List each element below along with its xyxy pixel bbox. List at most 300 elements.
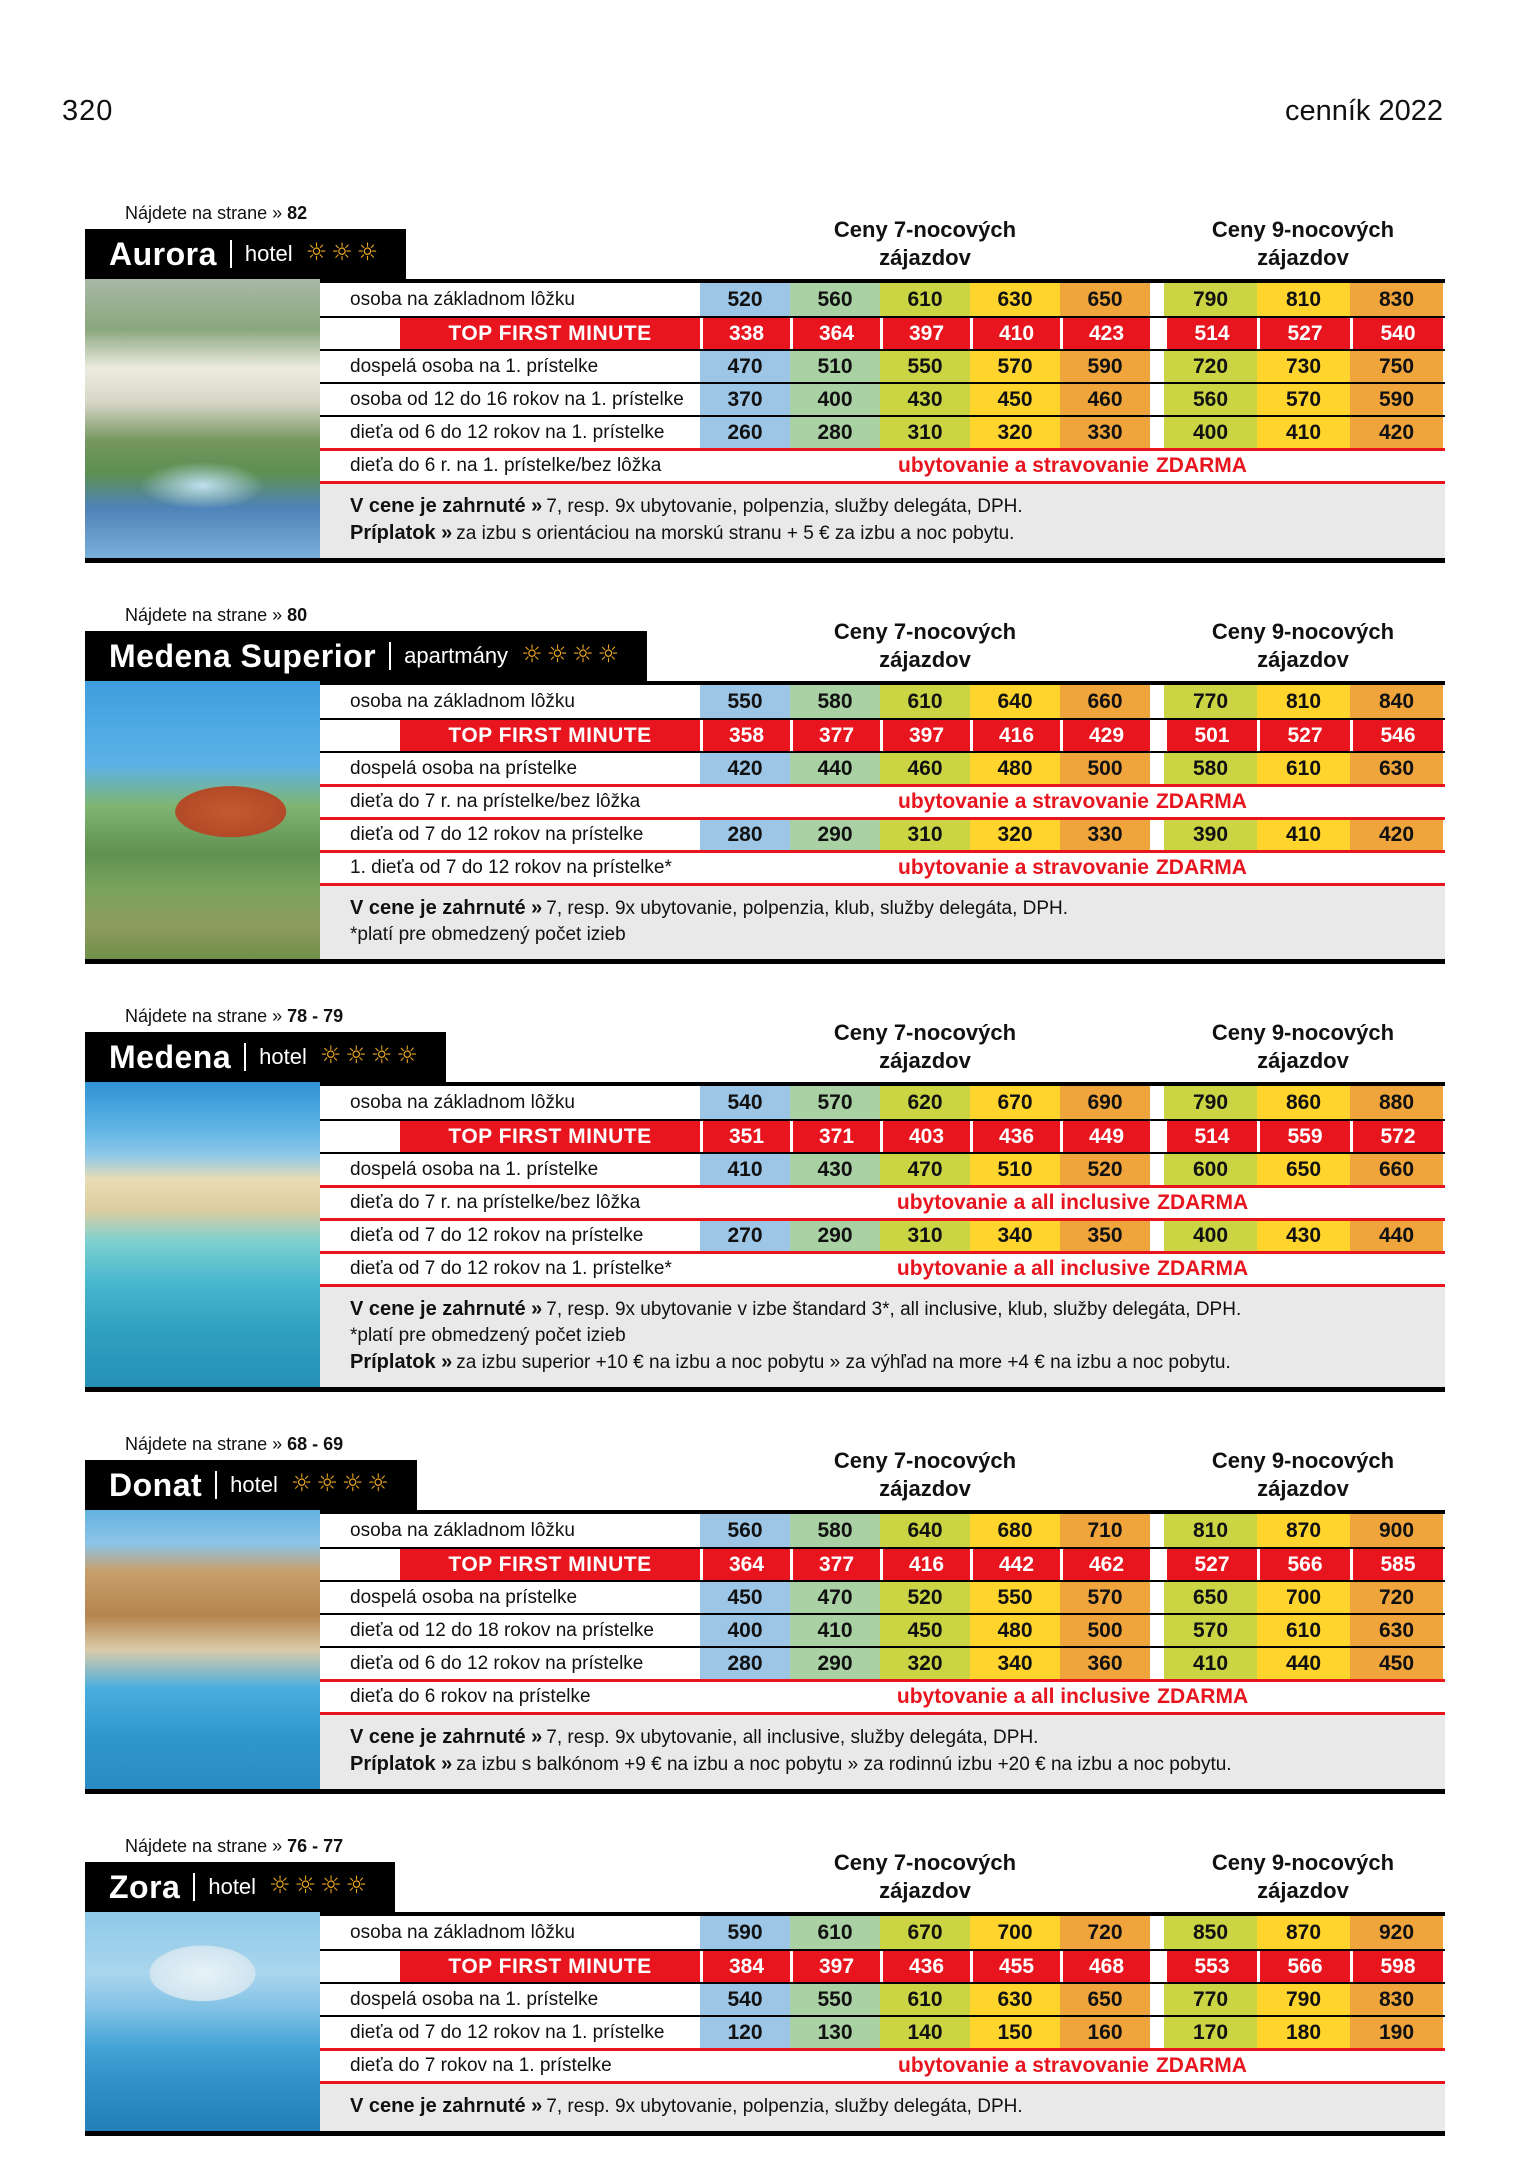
header-line: zájazdov <box>879 244 971 270</box>
hotel-type: apartmány <box>404 643 509 668</box>
price-cell-7n: 120 <box>700 2017 790 2048</box>
notes-box <box>320 1284 1445 1387</box>
hotel-photo <box>85 1082 320 1387</box>
tfm-price-cell-7n: 436 <box>880 1951 970 1982</box>
price-row <box>320 1982 1445 2015</box>
top-first-minute-row <box>320 1547 1445 1580</box>
row-label: dospelá osoba na 1. prístelke <box>350 355 599 377</box>
note-text: 7, resp. 9x ubytovanie, polpenzia, klub, služby delegáta, DPH. <box>546 898 1069 919</box>
tfm-price-cell-7n: 410 <box>970 318 1060 349</box>
hotel-type: hotel <box>259 1044 307 1069</box>
price-row <box>320 1580 1445 1613</box>
column-gap <box>1150 384 1164 415</box>
price-cell-7n: 370 <box>700 384 790 415</box>
row-label: dieťa od 12 do 18 rokov na prístelke <box>350 1619 654 1641</box>
tfm-price-cell-9n: 527 <box>1257 318 1350 349</box>
prices-9-nights-header <box>1153 216 1453 271</box>
tfm-price-cell-7n: 364 <box>700 1549 790 1580</box>
top-first-minute-row <box>320 1119 1445 1152</box>
price-cell-9n: 560 <box>1164 384 1257 415</box>
price-rows <box>320 1082 1445 1387</box>
header-line: Ceny 7-nocových <box>833 217 1017 242</box>
free-benefit-text: ubytovanie a all inclusive <box>896 1685 1151 1708</box>
column-gap <box>1150 1154 1164 1185</box>
free-benefit-row <box>320 2048 1445 2081</box>
row-label: dieťa do 7 r. na prístelke/bez lôžka <box>350 791 641 812</box>
column-gap <box>1150 2017 1164 2048</box>
free-benefit <box>700 1254 1445 1284</box>
tfm-price-cell-7n: 416 <box>970 720 1060 751</box>
price-cell-7n: 520 <box>880 1582 970 1613</box>
tfm-price-cell-9n: 514 <box>1164 1121 1257 1152</box>
free-benefit-text: ubytovanie a all inclusive <box>896 1257 1151 1280</box>
page-ref: 76 - 77 <box>287 1836 344 1856</box>
tfm-price-cell-7n: 468 <box>1060 1951 1150 1982</box>
hotel-name: Medena Superior <box>109 637 377 674</box>
tfm-price-cell-9n: 572 <box>1350 1121 1443 1152</box>
top-first-minute-row <box>320 316 1445 349</box>
column-gap <box>1150 820 1164 850</box>
price-cell-7n: 610 <box>880 283 970 316</box>
price-cell-9n: 880 <box>1350 1086 1443 1119</box>
price-cell-9n: 400 <box>1164 1221 1257 1251</box>
price-row <box>320 817 1445 850</box>
hotel-name: Medena <box>109 1038 232 1075</box>
price-rows <box>320 681 1445 959</box>
header-line: Ceny 9-nocových <box>1211 1020 1395 1045</box>
price-row <box>320 1086 1445 1119</box>
free-benefit-row <box>320 784 1445 817</box>
price-cell-7n: 550 <box>880 351 970 382</box>
free-benefit-zdarma: ZDARMA <box>1157 1685 1249 1708</box>
hotel-titlebar <box>85 631 647 681</box>
tfm-price-cell-7n: 416 <box>880 1549 970 1580</box>
note-line <box>350 1296 1425 1323</box>
header-line: Ceny 7-nocových <box>833 619 1017 644</box>
free-benefit <box>700 1188 1445 1218</box>
price-cell-9n: 790 <box>1164 283 1257 316</box>
row-label: dieťa od 7 do 12 rokov na 1. prístelke* <box>350 1258 672 1279</box>
free-benefit-text: ubytovanie a stravovanie <box>898 856 1149 879</box>
header-line: zájazdov <box>1257 646 1349 672</box>
price-row <box>320 1916 1445 1949</box>
prices-7-nights-header <box>775 216 1075 271</box>
column-gap <box>1150 1086 1164 1119</box>
free-benefit <box>700 2051 1445 2081</box>
hotel-type: hotel <box>230 1472 278 1497</box>
note-text: 7, resp. 9x ubytovanie, all inclusive, služby delegáta, DPH. <box>546 1727 1039 1748</box>
price-cell-7n: 330 <box>1060 417 1150 448</box>
free-benefit-row <box>320 1185 1445 1218</box>
free-benefit <box>700 451 1445 481</box>
tfm-price-cell-9n: 585 <box>1350 1549 1443 1580</box>
price-cell-7n: 570 <box>790 1086 880 1119</box>
price-cell-7n: 290 <box>790 1648 880 1679</box>
free-benefit <box>700 1682 1445 1712</box>
prices-9-nights-header <box>1153 1849 1453 1904</box>
price-cell-7n: 270 <box>700 1221 790 1251</box>
price-cell-9n: 590 <box>1350 384 1443 415</box>
tfm-price-cell-7n: 377 <box>790 1549 880 1580</box>
price-cell-7n: 440 <box>790 753 880 784</box>
price-cell-7n: 520 <box>700 283 790 316</box>
price-cell-7n: 460 <box>1060 384 1150 415</box>
price-cell-7n: 630 <box>970 283 1060 316</box>
note-bold-label: V cene je zahrnuté » <box>350 897 543 919</box>
price-cell-7n: 660 <box>1060 685 1150 718</box>
note-line <box>350 1724 1425 1751</box>
price-cell-9n: 600 <box>1164 1154 1257 1185</box>
price-cell-7n: 320 <box>880 1648 970 1679</box>
tfm-price-cell-7n: 351 <box>700 1121 790 1152</box>
price-cell-9n: 810 <box>1257 685 1350 718</box>
page-ref: 80 <box>287 605 308 625</box>
price-cell-7n: 310 <box>880 820 970 850</box>
row-label: dieťa od 7 do 12 rokov na prístelke <box>350 1225 644 1246</box>
title-divider <box>244 1043 246 1071</box>
price-cell-7n: 450 <box>880 1615 970 1646</box>
tfm-spacer <box>320 1549 400 1580</box>
notes-box <box>320 481 1445 558</box>
free-benefit-row <box>320 1251 1445 1284</box>
price-cell-9n: 630 <box>1350 1615 1443 1646</box>
column-gap <box>1150 685 1164 718</box>
sun-rating-icons: ☼☼☼☼ <box>290 1469 393 1497</box>
title-divider <box>215 1471 217 1499</box>
prices-7-nights-header <box>775 618 1075 673</box>
find-label: Nájdete na strane » <box>125 203 283 223</box>
free-benefit-text: ubytovanie a stravovanie <box>898 790 1149 813</box>
price-row <box>320 1646 1445 1679</box>
tfm-price-cell-7n: 371 <box>790 1121 880 1152</box>
header-line: zájazdov <box>1257 1475 1349 1501</box>
hotel-titlebar <box>85 1460 417 1510</box>
title-divider <box>389 642 391 670</box>
free-benefit-zdarma: ZDARMA <box>1157 1257 1249 1280</box>
price-cell-7n: 280 <box>700 820 790 850</box>
note-text: 7, resp. 9x ubytovanie, polpenzia, služby delegáta, DPH. <box>546 496 1023 517</box>
tfm-price-cell-7n: 338 <box>700 318 790 349</box>
prices-7-nights-header <box>775 1447 1075 1502</box>
notes-box <box>320 883 1445 959</box>
price-cell-7n: 310 <box>880 1221 970 1251</box>
price-cell-9n: 790 <box>1257 1984 1350 2015</box>
hotel-block <box>85 1006 1445 1392</box>
find-label: Nájdete na strane » <box>125 1836 283 1856</box>
price-cell-7n: 720 <box>1060 1916 1150 1949</box>
header-line: zájazdov <box>1257 1047 1349 1073</box>
tfm-price-cell-7n: 397 <box>880 720 970 751</box>
header-row <box>85 1448 1445 1510</box>
tfm-price-cell-7n: 397 <box>880 318 970 349</box>
column-gap <box>1150 753 1164 784</box>
price-cell-7n: 540 <box>700 1984 790 2015</box>
price-cell-7n: 460 <box>880 753 970 784</box>
catalog-title: cenník 2022 <box>1284 95 1443 127</box>
price-cell-7n: 590 <box>1060 351 1150 382</box>
price-cell-7n: 160 <box>1060 2017 1150 2048</box>
price-cell-7n: 540 <box>700 1086 790 1119</box>
price-cell-7n: 550 <box>970 1582 1060 1613</box>
tfm-spacer <box>320 318 400 349</box>
note-line <box>350 922 1425 948</box>
price-cell-7n: 640 <box>970 685 1060 718</box>
free-benefit <box>700 787 1445 817</box>
tfm-spacer <box>320 1951 400 1982</box>
price-cell-7n: 550 <box>700 685 790 718</box>
price-cell-9n: 790 <box>1164 1086 1257 1119</box>
price-cell-9n: 660 <box>1350 1154 1443 1185</box>
top-first-minute-row <box>320 718 1445 751</box>
price-table <box>85 1912 1445 2136</box>
price-cell-7n: 670 <box>970 1086 1060 1119</box>
price-cell-7n: 150 <box>970 2017 1060 2048</box>
note-line <box>350 2093 1425 2120</box>
hotel-type: hotel <box>208 1874 257 1899</box>
price-table <box>85 681 1445 964</box>
price-cell-7n: 480 <box>970 1615 1060 1646</box>
price-cell-9n: 440 <box>1257 1648 1350 1679</box>
price-table <box>85 1510 1445 1794</box>
header-line: zájazdov <box>879 1047 971 1073</box>
column-gap <box>1150 1514 1164 1547</box>
row-label: osoba na základnom lôžku <box>350 1921 575 1943</box>
price-cell-7n: 140 <box>880 2017 970 2048</box>
price-cell-7n: 410 <box>790 1615 880 1646</box>
tfm-price-cell-7n: 462 <box>1060 1549 1150 1580</box>
header-line: Ceny 7-nocových <box>833 1020 1017 1045</box>
note-line <box>350 493 1425 520</box>
tfm-price-cell-9n: 540 <box>1350 318 1443 349</box>
prices-7-nights-header <box>775 1019 1075 1074</box>
column-gap <box>1150 1549 1164 1580</box>
price-cell-9n: 420 <box>1350 417 1443 448</box>
hotel-photo <box>85 1510 320 1789</box>
price-cell-7n: 560 <box>790 283 880 316</box>
tfm-price-cell-9n: 553 <box>1164 1951 1257 1982</box>
hotel-block <box>85 605 1445 964</box>
free-benefit-zdarma: ZDARMA <box>1155 790 1247 813</box>
tfm-price-cell-9n: 559 <box>1257 1121 1350 1152</box>
price-row <box>320 751 1445 784</box>
column-gap <box>1150 1221 1164 1251</box>
free-benefit-zdarma: ZDARMA <box>1155 454 1247 477</box>
price-cell-9n: 810 <box>1257 283 1350 316</box>
prices-9-nights-header <box>1153 1019 1453 1074</box>
free-benefit <box>700 853 1445 883</box>
note-text: za izbu s balkónom +9 € na izbu a noc pobytu » za rodinnú izbu +20 € na izbu a noc pobytu. <box>456 1754 1232 1775</box>
row-label: dospelá osoba na prístelke <box>350 1586 578 1608</box>
sun-rating-icons: ☼☼☼☼ <box>319 1041 422 1069</box>
column-gap <box>1150 1615 1164 1646</box>
note-bold-label: Príplatok » <box>350 1351 453 1373</box>
price-cell-7n: 430 <box>790 1154 880 1185</box>
free-benefit-zdarma: ZDARMA <box>1155 856 1247 879</box>
price-cell-7n: 610 <box>880 1984 970 2015</box>
header-line: Ceny 9-nocových <box>1211 1850 1395 1875</box>
tfm-price-cell-7n: 358 <box>700 720 790 751</box>
price-cell-7n: 670 <box>880 1916 970 1949</box>
price-cell-7n: 130 <box>790 2017 880 2048</box>
note-text: 7, resp. 9x ubytovanie v izbe štandard 3*, all inclusive, klub, služby delegáta, DPH. <box>546 1299 1242 1320</box>
prices-9-nights-header <box>1153 1447 1453 1502</box>
price-cell-7n: 340 <box>970 1221 1060 1251</box>
price-cell-7n: 500 <box>1060 753 1150 784</box>
title-divider <box>193 1873 195 1901</box>
hotel-titlebar <box>85 1032 446 1082</box>
price-cell-9n: 810 <box>1164 1514 1257 1547</box>
tfm-price-cell-9n: 527 <box>1164 1549 1257 1580</box>
hotel-type: hotel <box>244 241 293 266</box>
find-label: Nájdete na strane » <box>125 1006 283 1026</box>
price-cell-7n: 290 <box>790 820 880 850</box>
price-cell-7n: 570 <box>970 351 1060 382</box>
free-benefit-text: ubytovanie a stravovanie <box>898 454 1149 477</box>
tfm-spacer <box>320 720 400 751</box>
note-line <box>350 1323 1425 1349</box>
note-line <box>350 895 1425 922</box>
price-cell-7n: 260 <box>700 417 790 448</box>
note-text: 7, resp. 9x ubytovanie, polpenzia, služby delegáta, DPH. <box>546 2096 1023 2117</box>
price-cell-7n: 410 <box>700 1154 790 1185</box>
top-first-minute-row <box>320 1949 1445 1982</box>
price-cell-7n: 580 <box>790 1514 880 1547</box>
price-cell-7n: 570 <box>1060 1582 1150 1613</box>
row-label: osoba od 12 do 16 rokov na 1. prístelke <box>350 388 684 410</box>
price-cell-9n: 900 <box>1350 1514 1443 1547</box>
hotel-titlebar <box>85 229 406 279</box>
sun-rating-icons: ☼☼☼☼ <box>269 1871 372 1899</box>
price-cell-7n: 590 <box>700 1916 790 1949</box>
column-gap <box>1150 1121 1164 1152</box>
note-line <box>350 520 1425 547</box>
price-cell-7n: 710 <box>1060 1514 1150 1547</box>
find-label: Nájdete na strane » <box>125 1434 283 1454</box>
note-bold-label: V cene je zahrnuté » <box>350 1726 543 1748</box>
row-label: dieťa od 6 do 12 rokov na prístelke <box>350 1652 644 1674</box>
price-cell-7n: 520 <box>1060 1154 1150 1185</box>
row-label: dieťa od 7 do 12 rokov na prístelke <box>350 824 644 845</box>
price-row <box>320 415 1445 448</box>
tfm-price-cell-9n: 566 <box>1257 1549 1350 1580</box>
column-gap <box>1150 1951 1164 1982</box>
price-cell-7n: 290 <box>790 1221 880 1251</box>
price-cell-7n: 310 <box>880 417 970 448</box>
price-cell-9n: 170 <box>1164 2017 1257 2048</box>
price-cell-7n: 630 <box>970 1984 1060 2015</box>
price-cell-7n: 580 <box>790 685 880 718</box>
tfm-price-cell-7n: 455 <box>970 1951 1060 1982</box>
price-cell-9n: 570 <box>1164 1615 1257 1646</box>
price-cell-7n: 700 <box>970 1916 1060 1949</box>
row-label: dieťa do 6 r. na 1. prístelke/bez lôžka <box>350 455 662 476</box>
price-cell-9n: 450 <box>1350 1648 1443 1679</box>
find-label: Nájdete na strane » <box>125 605 283 625</box>
row-label: 1. dieťa od 7 do 12 rokov na prístelke* <box>350 857 672 878</box>
tfm-price-cell-9n: 501 <box>1164 720 1257 751</box>
price-cell-7n: 400 <box>790 384 880 415</box>
price-cell-7n: 280 <box>700 1648 790 1679</box>
price-cell-7n: 450 <box>700 1582 790 1613</box>
tfm-label: TOP FIRST MINUTE <box>400 1951 700 1982</box>
price-row <box>320 1514 1445 1547</box>
price-cell-7n: 420 <box>700 753 790 784</box>
header-line: Ceny 7-nocových <box>833 1850 1017 1875</box>
prices-9-nights-header <box>1153 618 1453 673</box>
tfm-price-cell-7n: 423 <box>1060 318 1150 349</box>
tfm-price-cell-7n: 364 <box>790 318 880 349</box>
row-label: osoba na základnom lôžku <box>350 1091 575 1113</box>
price-cell-7n: 280 <box>790 417 880 448</box>
price-cell-9n: 720 <box>1164 351 1257 382</box>
header-line: zájazdov <box>1257 244 1349 270</box>
price-cell-9n: 770 <box>1164 685 1257 718</box>
price-cell-9n: 580 <box>1164 753 1257 784</box>
price-cell-9n: 190 <box>1350 2017 1443 2048</box>
tfm-price-cell-9n: 598 <box>1350 1951 1443 1982</box>
column-gap <box>1150 1648 1164 1679</box>
page-number: 320 <box>62 95 114 127</box>
price-cell-9n: 700 <box>1257 1582 1350 1613</box>
tfm-price-cell-9n: 546 <box>1350 720 1443 751</box>
notes-box <box>320 1712 1445 1789</box>
note-text: za izbu superior +10 € na izbu a noc pobytu » za výhľad na more +4 € na izbu a noc pobytu. <box>456 1352 1231 1373</box>
price-cell-9n: 440 <box>1350 1221 1443 1251</box>
column-gap <box>1150 318 1164 349</box>
row-label: dieťa do 6 rokov na prístelke <box>350 1686 591 1707</box>
tfm-price-cell-7n: 377 <box>790 720 880 751</box>
price-cell-7n: 350 <box>1060 1221 1150 1251</box>
tfm-label: TOP FIRST MINUTE <box>400 318 700 349</box>
price-cell-9n: 730 <box>1257 351 1350 382</box>
page-header <box>0 0 1529 128</box>
row-label: dospelá osoba na prístelke <box>350 757 578 779</box>
price-cell-9n: 850 <box>1164 1916 1257 1949</box>
header-row <box>85 1850 1445 1912</box>
price-cell-7n: 680 <box>970 1514 1060 1547</box>
tfm-price-cell-7n: 403 <box>880 1121 970 1152</box>
note-bold-label: Príplatok » <box>350 1753 453 1775</box>
price-cell-7n: 620 <box>880 1086 970 1119</box>
tfm-price-cell-7n: 397 <box>790 1951 880 1982</box>
page-ref: 68 - 69 <box>287 1434 344 1454</box>
price-cell-9n: 840 <box>1350 685 1443 718</box>
tfm-price-cell-7n: 442 <box>970 1549 1060 1580</box>
price-cell-7n: 470 <box>700 351 790 382</box>
price-cell-7n: 610 <box>790 1916 880 1949</box>
price-cell-7n: 500 <box>1060 1615 1150 1646</box>
free-benefit-row <box>320 1679 1445 1712</box>
free-benefit-text: ubytovanie a stravovanie <box>898 2054 1149 2077</box>
price-cell-9n: 410 <box>1257 417 1350 448</box>
price-cell-7n: 650 <box>1060 1984 1150 2015</box>
hotel-block <box>85 1434 1445 1794</box>
header-line: zájazdov <box>879 1475 971 1501</box>
title-divider <box>230 240 232 268</box>
tfm-price-cell-7n: 429 <box>1060 720 1150 751</box>
price-table <box>85 279 1445 563</box>
row-label: dieťa od 6 do 12 rokov na 1. prístelke <box>350 421 665 443</box>
price-cell-7n: 510 <box>970 1154 1060 1185</box>
price-cell-9n: 860 <box>1257 1086 1350 1119</box>
note-bold-label: V cene je zahrnuté » <box>350 1298 543 1320</box>
hotel-name: Donat <box>109 1466 203 1503</box>
price-cell-7n: 360 <box>1060 1648 1150 1679</box>
price-rows <box>320 1912 1445 2131</box>
note-bold-label: Príplatok » <box>350 522 453 544</box>
price-row <box>320 2015 1445 2048</box>
page-ref: 78 - 79 <box>287 1006 344 1026</box>
